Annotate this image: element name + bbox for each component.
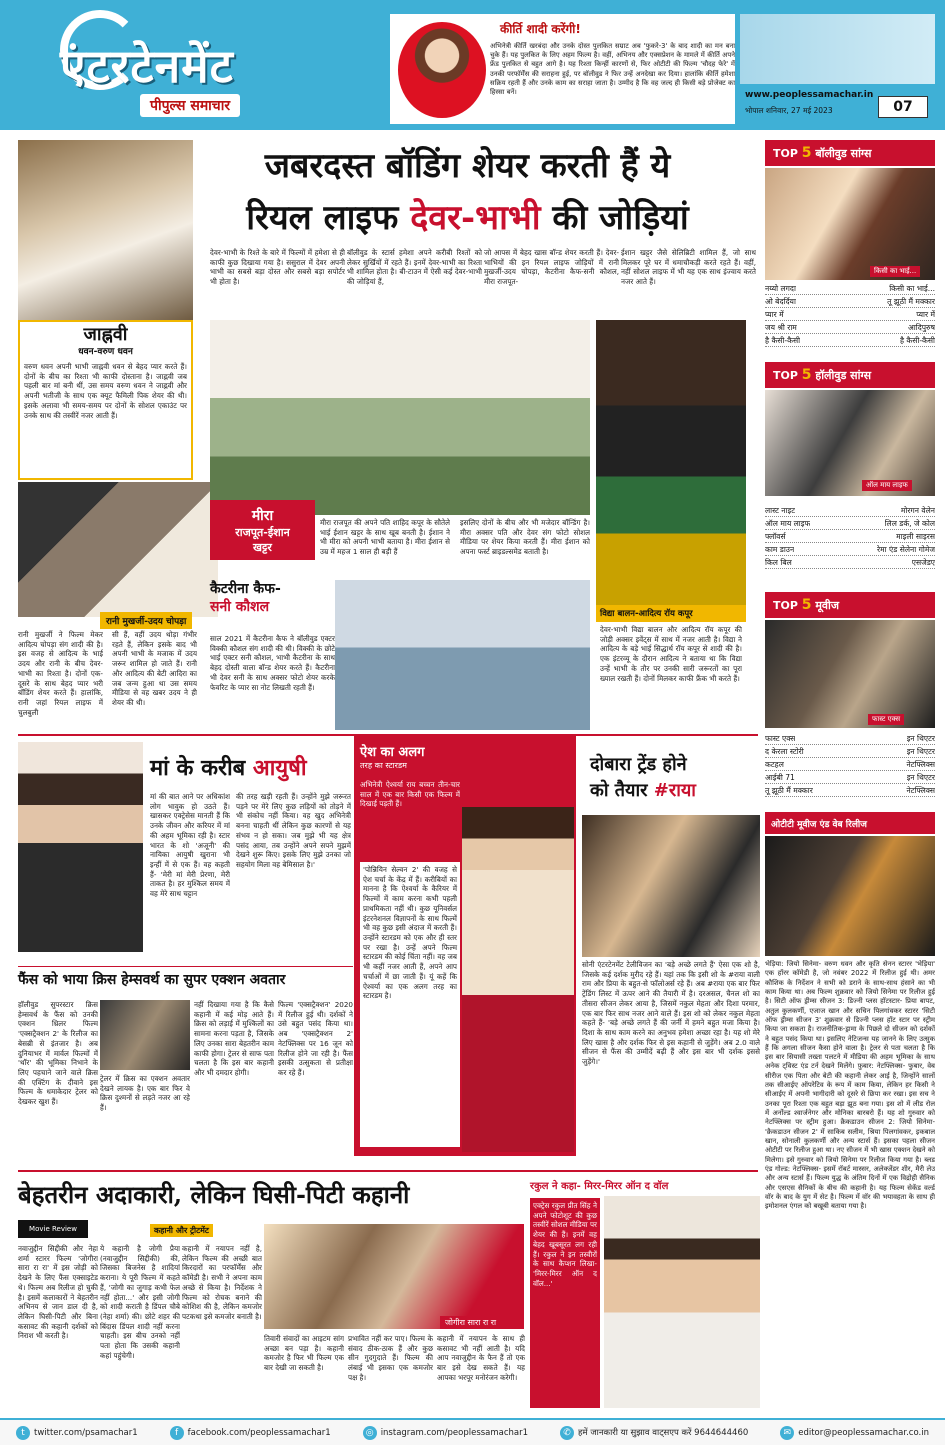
jhanvi-text: वरुण धवन अपनी भाभी जाह्नवी धवन से बेहद प्यार करते हैं। दोनों के बीच का रिश्ता भी काफी दोस्ताना है। जाह्नवी जब पहली बार मां बनी थीं, उस समय वरुण धवन ने जाह्नवी और अपनी भतीजी के साथ एक क्यूट फैमिली पिक शेयर की थी। इसके अलावा भी समय-समय पर दोनों के सोशल एकाउंट पर उनके साथ की तस्वीरें नजर आती हैं। — [24, 362, 187, 420]
aayushi-text-a: मां की बात आने पर अधिकांश लोग भावुक हो उठते हैं। खासकर एक्ट्रेसेस मानती हैं कि उनके जीवन और करियर में मां की अहम भूमिका रही है। स्टार भारत के शो 'अजूनी' की नायिका आयुषी खुराना भी इन्हीं में से एक हैं। वह कहती हैं- 'मेरी मां मेरी प्रेरणा, मेरी ताकत है। हर मुश्किल समय में वह मेरे साथ चट्टान — [150, 792, 230, 899]
footer-instagram[interactable] — [363, 1426, 528, 1440]
top-label: TOP — [773, 599, 798, 612]
bollywood-songs-header — [765, 140, 935, 166]
whatsapp-number[interactable]: हमें जानकारी या सुझाव वाट्सएप करें 9644644460 — [578, 1428, 749, 1438]
jhanvi-sub: धवन-वरुण धवन — [78, 347, 133, 357]
chris-text-a: हॉलीवुड सुपरस्टार क्रिस हेम्सवर्थ के फैंस को उनकी एक्शन थ्रिलर फिल्म 'एक्सट्रैक्शन 2' के रिलीज का बेसब्री से इंतजार है। अब दुनियाभर में मार्वल फिल्मों में 'थॉर' की भूमिका निभाने के लिए पहचाने जाने वाले क्रिस की एक्टिंग के दीवाने इस फिल्म के धमाकेदार ट्रेलर को देखकर खुश हैं। — [18, 1000, 98, 1107]
twitter-icon: t — [16, 1426, 30, 1440]
list-item-title: कटहल — [765, 760, 784, 769]
review-label: कहानी और ट्रीटमेंट — [150, 1224, 213, 1237]
hollywood-photo-caption: ऑल माय लाइफ — [862, 480, 912, 491]
ott-header: ओटीटी मूवीज एंड वेब रिलीज — [765, 812, 935, 834]
twitter-link[interactable]: twitter.com/psamachar1 — [33, 1427, 138, 1438]
facebook-link[interactable]: facebook.com/peoplessamachar1 — [187, 1427, 331, 1438]
list-item — [765, 558, 935, 569]
rani-uday-photo — [18, 482, 218, 617]
movies-title: मूवीज — [815, 599, 840, 612]
instagram-link[interactable]: instagram.com/peoplessamachar1 — [380, 1427, 529, 1438]
headline-highlight: देवर-भाभी — [410, 198, 541, 238]
vidya-aditya-photo — [596, 320, 746, 605]
review-text-b: ये कहानी है जोगी प्रैया (नवाजुद्दीन सिद्दीकी) की, जिसका बिजनेस है शादियां कराना। ये पूरी फिल्म में कहते हैं, 'जोगी का जुगाड़ कभी फेल नहीं होता...' और इसी जोगी को शादी कराती है डिंपल चौबे (नेहा शर्मा) की। छोटे शहर की बिंदास डिंपल शादी नहीं करना चाहती। इस बीच उनको नहीं पता होता कि उसकी कहानी कहां पहुंचेगी। — [100, 1244, 180, 1360]
kriti-title: कीर्ति शादी करेंगी! — [500, 22, 581, 36]
list-item-title: लास्ट नाइट — [765, 506, 796, 515]
hollywood-songs-header — [765, 362, 935, 388]
top-num: 5 — [801, 597, 812, 613]
meera-label-line: खट्टर — [253, 541, 272, 554]
top-num: 5 — [801, 145, 812, 161]
list-item-title: है कैसी-कैसी — [765, 336, 801, 345]
list-item-title: नय्यो लगदा — [765, 284, 796, 293]
rakul-lead: एक्ट्रेस रकुल प्रीत सिंह ने अपने फोटोशूट की कुछ तस्वीरें सोशल मीडिया पर शेयर की हैं। इनमें वह बेहद खूबसूरत लग रही हैं। रकुल ने इन तस्वीरों के साथ कैप्शन लिखा- 'मिरर-मिरर ऑन द वॉल...' — [530, 1198, 600, 1408]
facebook-icon: f — [170, 1426, 184, 1440]
aish-lead: अभिनेत्री ऐश्वर्या राय बच्चन तीन-चार साल में एक बार किसी एक फिल्म में दिखाई पड़ती हैं। — [360, 780, 460, 809]
list-item — [765, 519, 935, 530]
list-item-source: प्यार में — [916, 310, 935, 319]
list-item-source: मोरगन वेलेन — [900, 506, 935, 515]
section-title: एंटरटेनमेंट — [60, 39, 234, 93]
list-item-title: तू झूठी मैं मक्कार — [765, 786, 813, 795]
list-item-title: काम डाउन — [765, 545, 795, 554]
list-item-source: इन थिएटर — [906, 773, 935, 782]
meera-text-b: इसलिए दोनों के बीच और भी मजेदार बॉन्डिंग है। मीरा अक्सर पति और देवर संग फोटो सोशल मीडिया पर शेयर किया करती हैं। मीरा ईशान को अपना फर्स्ट ब्राइडल्समेड बताती है। — [460, 518, 590, 557]
footer-twitter[interactable] — [16, 1426, 138, 1440]
footer-email[interactable] — [780, 1426, 929, 1440]
list-item-source: आदिपुरुष — [907, 323, 935, 332]
chris-text-d: फिल्म 'एक्सट्रैक्शन' 2020 में रिलीज हुई थी। दर्शकों ने उसे बहुत पसंद किया था। अब 'एक्सट्रैक्शन 2' नेटफ्लिक्स पर 16 जून को रिलीज होने जा रही है। फैंस इसकी उत्सुकता से प्रतीक्षा कर रहे हैं। — [278, 1000, 353, 1078]
review-title: बेहतरीन अदाकारी, लेकिन घिसी-पिटी कहानी — [18, 1180, 410, 1209]
jogira-sara-ra-ra-photo — [264, 1224, 524, 1329]
list-item — [765, 545, 935, 556]
email-link[interactable]: editor@peoplessamachar.co.in — [798, 1427, 929, 1438]
list-item-title: फ्लॉवर्स — [765, 532, 786, 541]
katrina-title-line: कैटरीना कैफ- — [210, 581, 281, 597]
list-item-source: तू झूठी मैं मक्कार — [887, 297, 935, 306]
movies-header — [765, 592, 935, 618]
list-item — [765, 506, 935, 517]
list-item-title: जय श्री राम — [765, 323, 797, 332]
list-item — [765, 773, 935, 784]
aayushi-photo — [18, 742, 143, 952]
katrina-sunny-photo — [335, 580, 590, 730]
raya-title — [590, 752, 760, 804]
aishwarya-photo — [462, 760, 574, 1152]
section-divider — [18, 1170, 758, 1172]
list-item — [765, 336, 935, 347]
date-line: भोपाल शनिवार, 27 मई 2023 — [745, 106, 833, 115]
list-item-source: नेटफ्लिक्स — [906, 760, 935, 769]
list-item-source: लिल डर्क, जे कोल — [884, 519, 935, 528]
top-num: 5 — [801, 367, 812, 383]
headline-part: की जोड़ियां — [540, 198, 689, 238]
raya-title-line — [590, 778, 760, 804]
chris-hemsworth-photo — [100, 1000, 190, 1070]
katrina-title-line: सनी कौशल — [210, 599, 270, 615]
raya-hashtag: #राया — [653, 780, 696, 801]
headline-line2 — [180, 192, 755, 244]
bollywood-songs-title: बॉलीवुड सांग्स — [815, 147, 872, 160]
list-item-source: माइली साइरस — [896, 532, 935, 541]
jhanvi-name: जाह्नवी — [83, 324, 128, 345]
list-item-source: इन थिएटर — [906, 734, 935, 743]
chris-title: फैंस को भाया क्रिस हेम्सवर्थ का सुपर एक्शन अवतार — [18, 972, 286, 988]
bollywood-songs-photo — [765, 168, 935, 280]
bollywood-photo-caption: किसी का भाई... — [870, 266, 920, 277]
chris-divider — [18, 966, 353, 967]
page-number: 07 — [878, 96, 928, 118]
aish-quote: 'पोन्नियिन सेल्वन 2' की वजह से ऐश चर्चा के केंद्र में हैं। करीबियों का मानना है कि ऐश्वर्या के कैरियर में फिल्मों में काम करना कभी पहली प्राथमिकता नहीं थी। कुछ यूनिवर्सल इंटरनेशनल विज्ञापनों के साथ फिल्में भी वह कुछ इसी अंदाज में करती हैं। उन्होंने स्टारडम को एक और ही स्तर पर रखा है। उन्हें अपने फिल्म स्टारडम की कोई चिंता नहीं। वह जब भी कहीं नजर आती हैं, अपने आप चर्चाओं में छा जाती हैं। यूं कहें कि ऐश्वर्या का एक अलग तरह का स्टारडम है। — [360, 862, 460, 1147]
aish-title: ऐश का अलग — [360, 745, 425, 760]
list-item-title: प्यार में — [765, 310, 784, 319]
raya-title-line: दोबारा ट्रेंड होने — [590, 754, 687, 775]
aayushi-text-b: की तरह खड़ी रहती हैं। उन्होंने मुझे जरूरत पड़ने पर मेरे लिए कुछ लड़ियों को तोड़ने में भी संकोच नहीं किया। वह खुद अभिनेत्री बनना चाहती थीं लेकिन कुछ कारणों से यह संभव न हो सका। जब मुझे भी यह क्षेत्र पसंद आया, तब उन्होंने अपने सपने मुझमें देखने शुरू किए। इसके लिए मुझे उनका जो सहयोग मिला वह बेमिसाल है।' — [236, 792, 351, 870]
ott-text: भेड़िया: जियो सिनेमा- वरुण धवन और कृति सेनन स्टारर 'भेड़िया' एक हॉरर कॉमेडी है, जो नवंबर 2022 में रिलीज हुई थी। अमर कौशिक के निर्देशन ने सभी को डराने के साथ-साथ हंसाने का भी काम किया था। अब फिल्म शुक्रवार को जियो सिनेमा पर रिलीज हुई है। सिटी ऑफ ड्रीम्स सीजन 3: डिज्नी प्लस हॉटस्टार- प्रिया बापट, अतुल कुलकर्णी, एजाज खान और सचिन पिलगांवकर स्टारर 'सिटी ऑफ ड्रीम्स सीजन 3' शुक्रवार से डिज्नी प्लस हॉट स्टार पर स्ट्रीम किया जा सकता है। राजनीतिक-ड्रामा के पिछले दो सीजन को दर्शकों ने बहुत पसंद किया था। इसलिए नेटिजन्स यह जानने के लिए उत्सुक हैं कि अगला सीजन कैसा होने वाला है। ट्रेलर से पता चलता है कि इस बार सियासी तख्ता पलटने में मीडिया की अहम भूमिका के साथ अनेक ट्विस्ट एंड टर्न देखने मिलेंगे। फ़ुबार: नेटफ्लिक्स- फुबार, वेब सीरीज एक पिता और बेटी की कहानी लेकर आई है, जिन्होंने सालों तक सीआईए ऑपरेटिव के रूप में काम किया, लेकिन हर किसी ने सीआईए में अपनी भागीदारी को दूसरे से छिपा कर रखा। इस सच ने उनका पूरा रिश्ता एक बहुत बड़ा झूठ बना गया। इस शो में लीड रोल में अर्नोल्ड श्वार्जनेगर और मोनिका बारबरो हैं। यह शो गुरुवार को नेटफ्लिक्स पर स्ट्रीम हुआ। क्रैकडाउन सीजन 2: जियो सिनेमा- 'क्रैकडाउन सीजन 2' में साकिब सलीम, श्रिया पिलगांवकर, इकबाल खान, सोनाली कुलकर्णी और अन्य स्टार्स हैं। इसका पहला सीजन ओटीटी पर रिलीज हुआ था। नए सीजन में भी खास एक्शन देखने को मिलेगा। इसे गुरुवार को जियो सिनेमा पर रिलीज किया गया है। ब्लड एंड गोल्ड: नेटफ्लिक्स- इसमें रॉबर्ट मास्सर, अलेक्जेंडर शीर, मैरी लेउ और अन्य स्टार्स हैं। फिल्म युद्ध के अंतिम दिनों में एक विद्रोही सैनिक और एसएस सैनिकों के बीच की कहानी है। यह फिल्म सेकेंड वर्ल्ड वॉर के बाद के युग में सेट है। फिल्म में वॉर की भयावहता के साथ ही इमोशनल एंगल को बखूबी बताया गया है। — [765, 960, 935, 1211]
review-photo-caption: जोगीरा सारा रा रा — [440, 1316, 501, 1329]
aayushi-title-part: मां के करीब — [150, 755, 253, 781]
email-icon: ✉ — [780, 1426, 794, 1440]
list-item-source: एसजेडए — [911, 558, 935, 567]
review-text-f: कहानी में नयापन के साथ ही कसावट भी नहीं आती है। यदि आप नवाजुद्दीन के फैन हैं तो एक बार इसे देख सकते हैं। यह आपका भरपूर मनोरंजन करेगी। — [437, 1334, 525, 1382]
top-label: TOP — [773, 147, 798, 160]
site-url[interactable]: www.peoplessamachar.in — [745, 90, 874, 100]
katrina-text: साल 2021 में कैटरीना कैफ ने बॉलीवुड एक्टर विक्की कौशल संग शादी की थी। विक्की के छोटे भाई एक्टर सनी कौशल, भाभी कैटरीना के साथ बेहद दोस्ती वाला बॉन्ड शेयर करते हैं। कैटरीना भी देवर सनी के साथ अक्सर फोटो शेयर करके फेवरिट के प्यार सा नोट लिखती रहती हैं। — [210, 634, 335, 692]
jhanvi-varun-photo — [18, 140, 193, 320]
headline-line1: जबरदस्त बॉडिंग शेयर करती हैं ये — [264, 146, 671, 186]
list-item-source: किसी का भाई... — [889, 284, 935, 293]
intro-col-4: ईशान खट्टर जैसे सेलिब्रिटी शामिल हैं, जो साथ मिलकर पूरे घर में धमाचौकड़ी करते रहते हैं। वहीं, नहीं सोशल लाइफ में भी यह एक साथ इंज्वाय करते नजर आते हैं। — [621, 248, 756, 287]
chris-text-b: ट्रेलर में क्रिस का एक्शन अवतार देखने लायक है। एक बार फिर वे क्रिस दुश्मनों से लड़ते नजर आ रहे हैं। — [100, 1074, 190, 1113]
kriti-photo — [398, 22, 486, 118]
raya-title-part: को तैयार — [590, 780, 654, 801]
movie-review-tag: Movie Review — [18, 1220, 88, 1238]
list-item-title: द केरला स्टोरी — [765, 747, 804, 756]
list-item — [765, 734, 935, 745]
meera-label — [210, 500, 315, 560]
meera-text-a: मीरा राजपूत की अपने पति शाहिद कपूर के सौतेले भाई ईशान खट्टर के साथ खूब बनती है। ईशान ने भी मीरा को अपनी भाभी बताया है। मीरा ईशान से उम्र में महज 1 साल ही बड़ी हैं — [320, 518, 450, 557]
kriti-text: अभिनेत्री कीर्ति खरबंदा और उनके दोस्त पुलकित सम्राट अब 'फुकरे-3' के बाद शादी का मन बना चुके हैं। यह पुलकित के लिए अहम फिल्म है। वहीं, अभिनय और एक्सप्रेशन के मामले में कीर्ति अपने फ्रेंड पुलकित से बहुत आगे है। यह रिश्ता किन्हीं कारणों से, फिर ओटीटी की फिल्म 'चौदह फेरे' में उनकी परफॉर्मेंस की सराहना हुई, पर बॉलीवुड ने फिर उन्हें अनदेखा कर दिया। हालांकि कीर्ति हमेशा सक्रिय रहती हैं और उनके काम का सराहा जाता है। उम्मीद है कि वह जल्द ही किसी बड़े प्रोजेक्ट का हिस्सा बनें। — [490, 42, 735, 96]
review-text-a: नवाजुद्दीन सिद्दीकी और नेहा शर्मा स्टारर फिल्म 'जोगीरा सारा रा रा' में इस जोड़ी को देखने के लिए फैंस एक्साइटेड थे। फिल्म अब रिलीज हो चुकी है। इसमें कलाकारों ने बेहतरीन अभिनय से जान डाल दी है, लेकिन घिसी-पिटी और बिना कसावट की कहानी दर्शकों को निराश भी करती है। — [18, 1244, 98, 1341]
aish-sub: तरह का स्टारडम — [360, 761, 407, 770]
review-text-c: कहानी में नयापन नहीं है, लेकिन फिल्म की अच्छी बात किरदारों का परफॉर्मेंस और कॉमेडी है। सभी ने अपना काम अच्छे से किया है। निर्देशक ने फिल्म को रोचक बनाने की कोशिश की है, लेकिन कमजोर पटकथा इसे कमजोर बनाती है। — [182, 1244, 262, 1322]
meera-label-line: राजपूत-ईशान — [235, 526, 290, 539]
hollywood-songs-title: हॉलीवुड सांग्स — [815, 369, 871, 382]
intro-col-3: जो आपस में बेहद खास बॉन्ड शेयर करती हैं। देवर-भाभियों की इन रियल लाइफ जोड़ियों में रानी मुखर्जी-उदय चोपड़ा, कैटरीना कैफ-सनी कौशल, मीरा राजपूत- — [484, 248, 619, 287]
list-item-title: आईबी 71 — [765, 773, 795, 782]
rani-text-a: रानी मुखर्जी ने फिल्म मेकर आदित्य चोपड़ा संग शादी की है। इस वजह से आदित्य के भाई उदय और रानी के बीच देवर-भाभी का रिश्ता है। दोनों एक-दूसरे के साथ बेहद प्यार भरी बॉडिंग शेयर करते हैं। हालांकि, रानी जहां रियल लाइफ में चुलबुली — [18, 630, 103, 717]
list-item — [765, 310, 935, 321]
list-item-title: किल बिल — [765, 558, 792, 567]
review-text-e: प्रभावित नहीं कर पाए। फिल्म के संवाद ठीक-ठाक हैं और कुछ सीन गुदगुदाते हैं। फिल्म की लंबाई भी इसका एक कमजोर पक्ष है। — [348, 1334, 433, 1382]
list-item-source: रेमा एंड सेलेना गोमेज — [877, 545, 935, 554]
list-item — [765, 297, 935, 308]
list-item-title: ओ बेदर्दिया — [765, 297, 796, 306]
footer — [0, 1418, 945, 1445]
aayushi-title-name: आयुषी — [252, 755, 307, 781]
rani-text-b: सी हैं, वहीं उदय थोड़ा गंभीर रहते हैं, लेकिन इसके बाद भी अपनी भाभी के मजाक में उदय जरूर शामिल हो जाते हैं। रानी और आदित्य की बेटी आदिरा का जब जन्म हुआ था उस समय मीडिया से वह खबर उदय ने ही शेयर की थी। — [112, 630, 197, 708]
list-item-source: इन थिएटर — [906, 747, 935, 756]
list-item — [765, 760, 935, 771]
raya-text: सोनी एंटरटेनमेंट टेलीविजन का 'बड़े अच्छे लगते हैं' ऐसा एक शो है, जिसके कई दर्शक मुरीद रहे हैं। यहां तक कि इसी शो के #राया वाली राम और प्रिया के बहुत-से फॉलोअर्स रहे हैं। अब #राया एक बार फिर ट्रेंडिंग लिस्ट में ऊपर आने की तैयारी में है। दरअसल, चैनल शो का तीसरा सीजन लेकर आया है, जिसमें नकुल मेहता और दिशा परमार, एक बार फिर साथ नजर आने वाले हैं। इस शो को लेकर नकुल मेहता कहते हैं- 'बड़े अच्छे लगते हैं की जर्नी में हमने बहुत मजा किया है। दिशा के साथ काम करने का अनुभव हमेशा अच्छा रहा है। यह शो मेरे लिए खास है और दर्शक फिर से इस कहानी से जुड़ेंगे। अब 2.0 वाले सीजन से फैंस की उम्मीदें बढ़ी हैं और इस बार भी दर्शक इससे जुड़ेंगे।' — [582, 960, 760, 1067]
main-headline — [180, 140, 755, 244]
vidya-text: देवर-भाभी विद्या बालन और आदित्य रॉय कपूर की जोड़ी अक्सर इवेंट्स में साथ में नजर आती है। विद्या ने आदित्य के बड़े भाई सिद्धार्थ रॉय कपूर से शादी की है। एक इंटरव्यू के दौरान आदित्य ने बताया था कि विद्या उन्हें भाभी के तौर पर उनकी सारी जरूरतों का पूरा ख्याल रखती हैं। दोनों मिलकर काफी फ्रैंक भी करते हैं। — [600, 625, 742, 683]
meera-label-line: मीरा — [251, 508, 274, 524]
whatsapp-icon: ✆ — [560, 1426, 574, 1440]
rani-caption: रानी मुखर्जी-उदय चोपड़ा — [100, 612, 192, 629]
review-text-d: तिवारी संवादों का आइटम सांग अच्छा बन पड़ा है। कहानी कमजोर है फिर भी फिल्म एक बार देखी जा सकती है। — [264, 1334, 344, 1373]
aayushi-title — [150, 752, 307, 782]
list-item-title: ऑल माय लाइफ — [765, 519, 811, 528]
intro-col-2: बॉलीवुड के स्टार्स हमेशा अपने करीबी रिश्तों को लेकर सुर्खियों में रहते हैं। इनमें देवर-भाभी का रिश्ता भी शामिल होता है। बी-टाउन में ऐसी कई देवर-भाभी की जोड़ियां हैं, — [347, 248, 482, 287]
instagram-icon: ◎ — [363, 1426, 377, 1440]
list-item — [765, 786, 935, 797]
chris-text-c: नहीं दिखाया गया है कि कैसे कहानी में कई मोड़ आते हैं। क्रिस को लड़ाई में मुश्किलों का सामना करना पड़ता है, जिसके लिए उनका सारा बेहतरीन काम काफी होगा। ट्रेलर से साफ पता चलता है कि इस बार कहानी और भी दमदार होगी। — [194, 1000, 274, 1078]
vidya-caption: विद्या बालन-आदित्य रॉय कपूर — [596, 605, 746, 622]
headline-part: रियल लाइफ — [246, 198, 411, 238]
footer-whatsapp[interactable] — [560, 1426, 748, 1440]
footer-facebook[interactable] — [170, 1426, 331, 1440]
rakul-headline: रकुल ने कहा- मिरर-मिरर ऑन द वॉल — [530, 1181, 669, 1192]
list-item — [765, 323, 935, 334]
sound-wave-graphic — [740, 14, 935, 84]
paper-name: पीपुल्स समाचार — [140, 94, 240, 117]
intro-col-1: देवर-भाभी के रिश्ते के बारे में फिल्मों में हमेशा से ही काफी कुछ दिखाया गया है। ससुराल में देवर अपनी भाभी का सबसे बड़ा दोस्त और सबसे बड़ा सपोर्टर भी होता है। — [210, 248, 345, 287]
list-item-source: नेटफ्लिक्स — [906, 786, 935, 795]
rakul-photo — [604, 1196, 760, 1408]
list-item-title: फास्ट एक्स — [765, 734, 796, 743]
list-item — [765, 747, 935, 758]
list-item-source: है कैसी-कैसी — [899, 336, 935, 345]
list-item — [765, 532, 935, 543]
raya-photo — [582, 815, 760, 957]
list-item — [765, 284, 935, 295]
meera-ishaan-photo — [210, 320, 590, 515]
movies-photo-caption: फास्ट एक्स — [868, 714, 904, 725]
ott-photo — [765, 836, 935, 956]
top-label: TOP — [773, 369, 798, 382]
movies-photo — [765, 620, 935, 728]
